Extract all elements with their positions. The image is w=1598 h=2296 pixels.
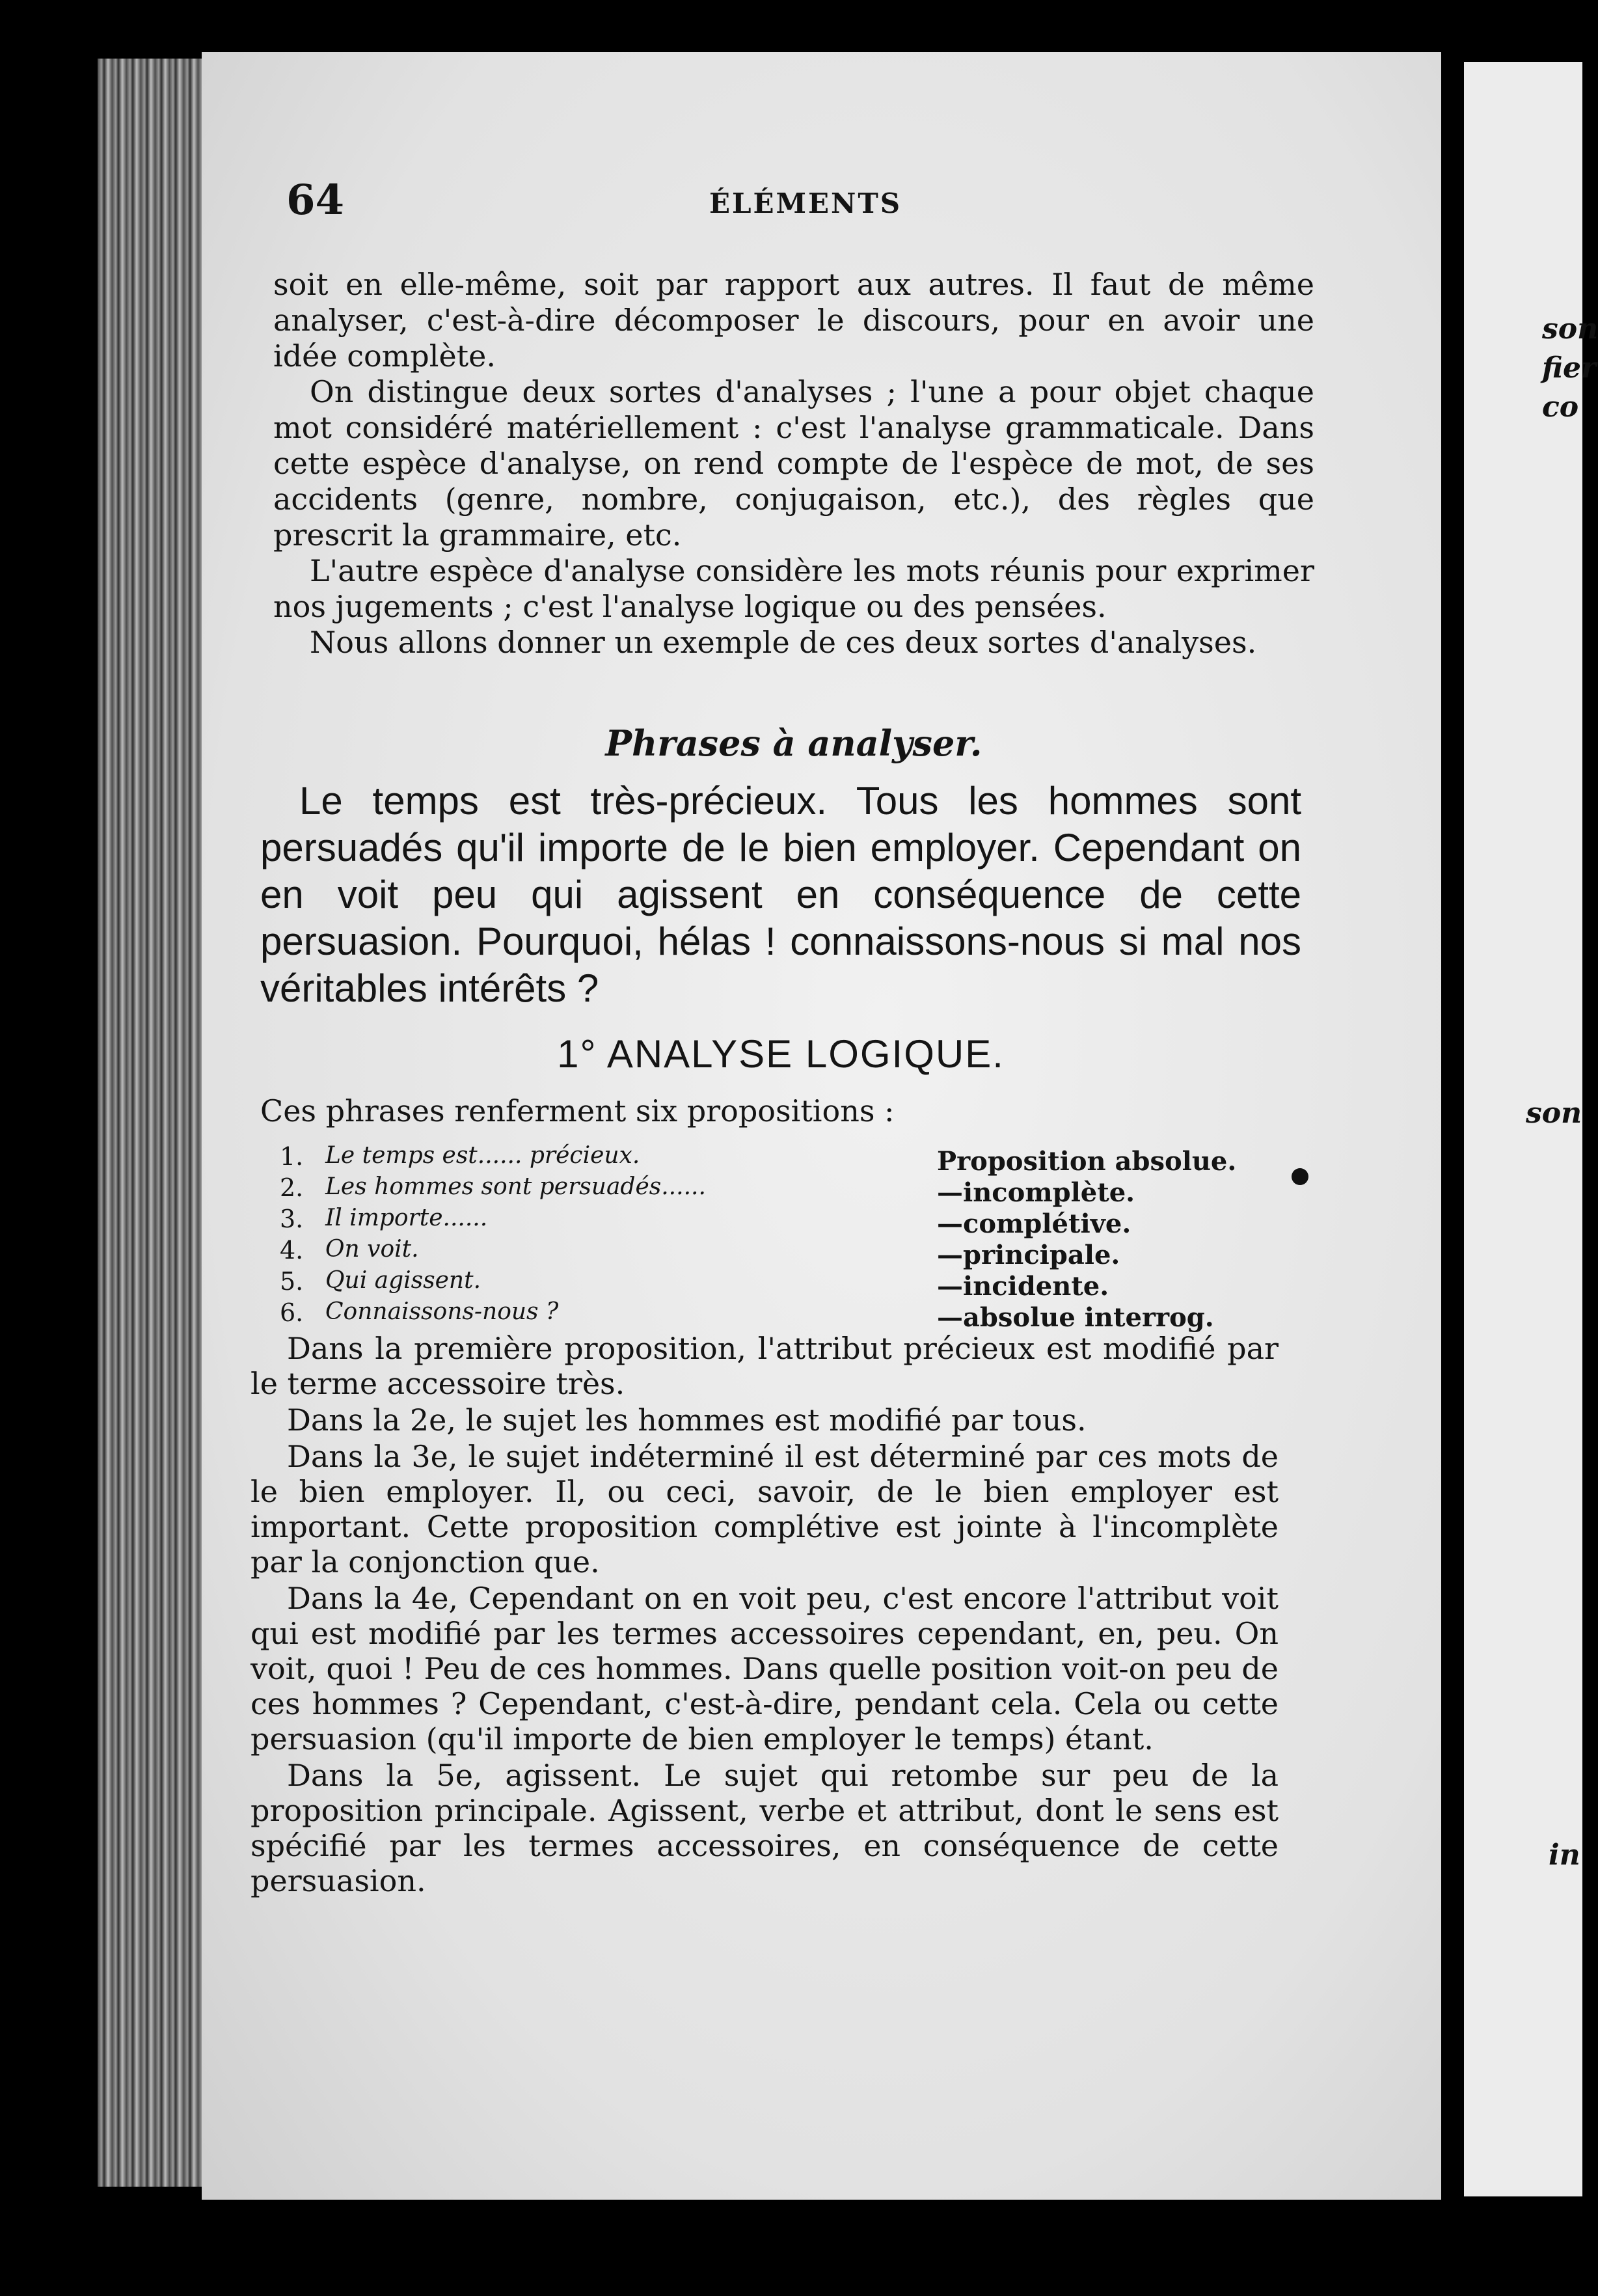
list-item xyxy=(280,1298,1256,1333)
item-number: 4. xyxy=(280,1236,304,1264)
item-number: 1. xyxy=(280,1142,304,1171)
item-number: 6. xyxy=(280,1298,304,1327)
item-type: —incomplète. xyxy=(937,1177,1135,1208)
analysis-heading: 1° ANALYSE LOGIQUE. xyxy=(557,1032,1005,1076)
analysis-text xyxy=(251,1331,1279,1900)
item-type: —complétive. xyxy=(937,1209,1131,1239)
ink-blot xyxy=(1292,1168,1308,1185)
page-header xyxy=(286,176,1327,234)
list-item xyxy=(280,1205,1256,1239)
paragraph: Dans la 5e, agissent. Le sujet qui retombe sur peu de la proposition principale. Agissent, verbe et attribut, dont le sens est spécifié par les termes accessoires, en conséquence de cette persuasion. xyxy=(251,1758,1279,1898)
paragraph: L'autre espèce d'analyse considère les mots réunis pour exprimer nos jugements ; c'est l'analyse logique ou des pensées. xyxy=(273,553,1314,624)
item-text: Les hommes sont persuadés...... xyxy=(325,1173,706,1200)
item-text: Connaissons-nous ? xyxy=(325,1298,559,1325)
item-text: Le temps est...... précieux. xyxy=(325,1142,640,1169)
paragraph: Dans la 3e, le sujet indéterminé il est déterminé par ces mots de le bien employer. Il, ou ceci, savoir, de le bien employer est important. Cette proposition complétive est jointe à l'incomplète par la conjonction que. xyxy=(251,1439,1279,1579)
intro-text xyxy=(273,267,1314,661)
item-number: 3. xyxy=(280,1205,304,1233)
item-type: —absolue interrog. xyxy=(937,1302,1214,1333)
sample-passage xyxy=(260,778,1301,1012)
running-title: ÉLÉMENTS xyxy=(709,187,902,219)
section-heading: Phrases à analyser. xyxy=(605,722,982,764)
item-text: On voit. xyxy=(325,1236,419,1263)
facing-page-word: in xyxy=(1549,1838,1580,1872)
sample-paragraph: Le temps est très-précieux. Tous les hommes sont persuadés qu'il importe de le bien employer. Cependant on en voit peu qui agissent en conséquence de cette persuasion. Pourquoi, hélas ! connaissons-nous si mal nos véritables intérêts ? xyxy=(260,779,1301,1010)
list-item xyxy=(280,1267,1256,1302)
proposition-list xyxy=(280,1142,1256,1333)
item-type: Proposition absolue. xyxy=(937,1146,1237,1177)
item-type: —incidente. xyxy=(937,1271,1109,1302)
page-number: 64 xyxy=(286,176,345,225)
facing-page-word: son xyxy=(1526,1097,1582,1130)
item-type: —principale. xyxy=(937,1240,1120,1270)
facing-page-word: son xyxy=(1542,312,1598,346)
paragraph: On distingue deux sortes d'analyses ; l'une a pour objet chaque mot considéré matériellement : c'est l'analyse grammaticale. Dans cette espèce d'analyse, on rend compte de l'espèce de mot, de ses accidents (genre, nombre, conjugaison, etc.), des règles que prescrit la grammaire, etc. xyxy=(273,374,1314,553)
paragraph: soit en elle-même, soit par rapport aux autres. Il faut de même analyser, c'est-à-dire décomposer le discours, pour en avoir une idée complète. xyxy=(273,267,1314,374)
facing-page-word: fier xyxy=(1542,351,1597,385)
list-item xyxy=(280,1236,1256,1270)
list-item xyxy=(280,1142,1256,1177)
item-text: Qui agissent. xyxy=(325,1267,481,1294)
facing-page-word: co xyxy=(1542,390,1579,424)
paragraph: Nous allons donner un exemple de ces deux sortes d'analyses. xyxy=(310,625,1257,660)
facing-page-fragment xyxy=(1464,62,1598,2196)
item-number: 5. xyxy=(280,1267,304,1296)
paragraph: Dans la 4e, Cependant on en voit peu, c'est encore l'attribut voit qui est modifié par les termes accessoires cependant, en, peu. On voit, quoi ! Peu de ces hommes. Dans quelle position voit-on peu de ces hommes ? Cependant, c'est-à-dire, pendant cela. Cela ou cette persuasion (qu'il importe de bien employer le temps) étant. xyxy=(251,1581,1279,1756)
paragraph: Dans la première proposition, l'attribut précieux est modifié par le terme accessoire très. xyxy=(251,1331,1279,1401)
item-number: 2. xyxy=(280,1173,304,1202)
list-intro: Ces phrases renferment six propositions : xyxy=(260,1093,895,1128)
list-item xyxy=(280,1173,1256,1208)
paragraph: Dans la 2e, le sujet les hommes est modifié par tous. xyxy=(287,1402,1087,1438)
book-page-edges xyxy=(98,59,215,2187)
item-text: Il importe...... xyxy=(325,1205,488,1231)
